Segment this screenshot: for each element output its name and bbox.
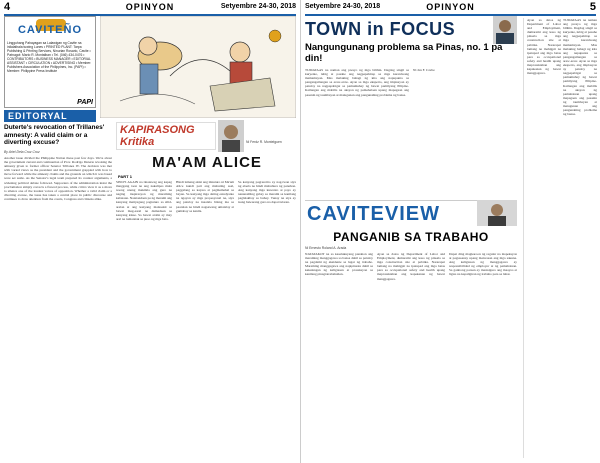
caviteno-logo: [8, 19, 92, 39]
town-focus-byline: Ni Jan F. Cavite: [413, 68, 435, 72]
editorial-byline: By Ariel Dela Cruz Cruz: [4, 150, 40, 154]
editorial-title: Duterte's revocation of Trillanes' amnesty: A valid claim or a diverting excuse?: [4, 124, 105, 146]
town-focus-logo: TOWN in FOCUS: [305, 19, 456, 39]
papi-badge: PAPI: [77, 99, 93, 106]
kritika-logo-text: KAPIRASONG Kritika: [120, 124, 195, 148]
issue-date: Setyembre 24-30, 2018: [220, 3, 296, 10]
section-title: OPINYON: [125, 2, 175, 12]
sidebar-text-1: Ayon sa datos ng Department of Labor and Employment, dumarami ang kaso ng pinsala sa mga construction site at pabrika. Nararapat lamang na mahigpit na ipatupad ang mga batas para sa occupational safety and health upang maprotektahan ang kapakanan ng bawat manggagawa.: [527, 18, 561, 76]
column-byline: Ni Ferdz R. Montelguen: [246, 140, 282, 144]
caviteview-title: PANGANIB SA TRABAHO: [333, 230, 489, 244]
town-focus-title: Nangungunang problema sa Pinas, no. 1 pa din!: [305, 42, 503, 64]
editorial-cartoon: [100, 16, 296, 118]
sidebar-text-2: TUMATAAS na naman ang presyo ng mga bilihin. Dagdag singil sa kuryente, tubig at pasahe ang nagpapahirap sa mga karaniwang mamamayan. Mas malaking bahagi ng kita ang napupunta sa pangangailangan sa araw-araw. Ayon sa mga eksperto, ang implasyon ay patuloy na nagpapabigat sa pamumuhay ng bawat pamilyang Pilipino. Kailangan ang mabilis na aksyon ng pamahalaan upang mapagaan ang pasanin ng taumbayan at matugunan ang pangunahing problema ng bansa.: [563, 18, 597, 117]
caviteview-logo: CAVITEVIEW: [307, 203, 440, 225]
column-divider: [523, 18, 524, 458]
column-text-3: Sa kanyang pagreretiro ay nag-iwan siya ng alaala na hindi mabubura ng panahon. Ang kanyang mga kuwento at payo ay nananatiling gabay sa marami sa kanilang paglalakbay sa buhay. Tunay na siya ay isang huwarang guro na dapat tularan.: [238, 180, 296, 205]
columnist-photo: [477, 200, 517, 226]
page-number: 4: [4, 1, 11, 13]
column-text-1: SINO'S AGAIN na tinatawag ang kapag ilanggang taon na ang nakalipas mula noong unang makilala ang guro na naging inspirasyon ng maraming kabataan. Natatandaan pa ng marami ang kanyang matiyagang pagtuturo sa silid-aralan at ang kanyang malasakit sa bawat mag-aaral na dumadaan sa kanyang klase. Sa bawat aralin ay may aral na tumatatak sa puso ng mga bata.: [116, 180, 172, 221]
columnist-photo: [218, 120, 244, 152]
left-page-header: [0, 0, 300, 14]
issue-date: Setyembre 24-30, 2018: [305, 3, 381, 10]
columnist-photo: [493, 16, 517, 44]
caviteview-byline: Ni Ernesto Roland A. Arada: [305, 246, 347, 250]
right-page: [300, 0, 600, 463]
caviteview-text-2: Ayon sa datos ng Department of Labor and Employment, dumarami ang kaso ng pinsala sa mga construction site at pabrika. Nararapat lamang na mahigpit na ipatupad ang mga batas para sa occupational safety and health upang maprotektahan ang kapakanan ng bawat manggagawa.: [377, 252, 445, 281]
column-part: PART 1: [118, 174, 132, 179]
section-title: OPINYON: [426, 2, 475, 12]
editorial-body: Another issue divided the Philippine Nation these past few days. We're about the government current and continuation of Prov. Rodrigo Duterte revoking the amnesty given to former officer Senator Trillanes IV. The decision was met with varied views as the president and the government grappled with how to move forward while the amnesty claims and the grounds on which it was based were set aside. As the Senator's legal team prepared its counter arguments, a widening political debate followed. Supporters of the administration insist the proclamation simply corrects a flawed process, while critics view it as a move to silence one of the loudest voices of opposition. Whether a valid claim or a diverting excuse, the issue has taken a central place in public discourse and continues to draw attention from the courts, Congress and citizens alike.: [4, 156, 112, 201]
town-focus-body: TUMATAAS na naman ang presyo ng mga bilihin. Dagdag singil sa kuryente, tubig at pasahe ang nagpapahirap sa mga karaniwang mamamayan. Mas malaking bahagi ng kita ang napupunta sa pangangailangan sa araw-araw. Ayon sa mga eksperto, ang implasyon ay patuloy na nagpapabigat sa pamumuhay ng bawat pamilyang Pilipino. Kailangan ang mabilis na aksyon ng pamahalaan upang mapagaan ang pasanin ng taumbayan at matugunan ang pangunahing problema ng bansa.: [305, 68, 409, 97]
editorial-label: EDITORYAL: [4, 110, 96, 122]
kritika-logo: [116, 122, 216, 150]
masthead-staff: Lingguhang Pahayagan sa Lalawigan ng Cavite na inilalathala tuwing Lunes • PRINTED PLANT: Tarpa Publishing & Printing Services, Ninurian Rosario, Cavite • Patnugot: Mario R. Montalban • Tel. (046) 434-0476 • CONTRIBUTORS • BUSINESS MANAGER • EDITORIAL ASSISTANT • CIRCULATION • ADVERTISING • Member: Publishers Association of the Philippines, Inc. (PAPI) • Member: Philippine Press Institute: [7, 41, 92, 73]
masthead: [4, 16, 96, 108]
caviteview-text-3: Dapat ding magkaroon ng regular na inspeksyon at pagsasanay upang maiwasan ang mga sakuna. Ang kaligtasan ng manggagawa ay responsibilidad ng employer at ng pamahalaan. Sa ganitong paraan ay masisiguro ang maayos at ligtas na kapaligiran ng trabaho para sa lahat.: [449, 252, 517, 277]
page-number: 5: [589, 1, 596, 13]
right-page-header: [301, 0, 600, 14]
column-text-2: Hindi lamang aklat ang itinuturo ni Ma'am Alice kundi pati ang mabuting asal, paggalang sa kapwa at pagmamahal sa bayan. Sa kanyang mga dating estudyante na ngayon ay mga propesyonal na, siya ang patuloy na inaalala bilang ina sa paaralan na hindi nagsawang umalalay at gumabay sa kanila.: [176, 180, 234, 213]
column-title: MA'AM ALICE: [152, 154, 262, 171]
logo-text: CAVITEÑO: [17, 24, 83, 36]
header-rule: [305, 14, 596, 16]
caviteview-text-1: NATATAKOT na sa kasalukuyang panahon ang maraming manggagawa sa bansa dahil sa patuloy na pagdami ng aksidente sa lugar ng trabaho. Maraming manggagawa ang napipinsala dahil sa kakulangan ng kaligtasan at proteksyon sa kanilang pinagtatrabahuhan.: [305, 252, 373, 277]
